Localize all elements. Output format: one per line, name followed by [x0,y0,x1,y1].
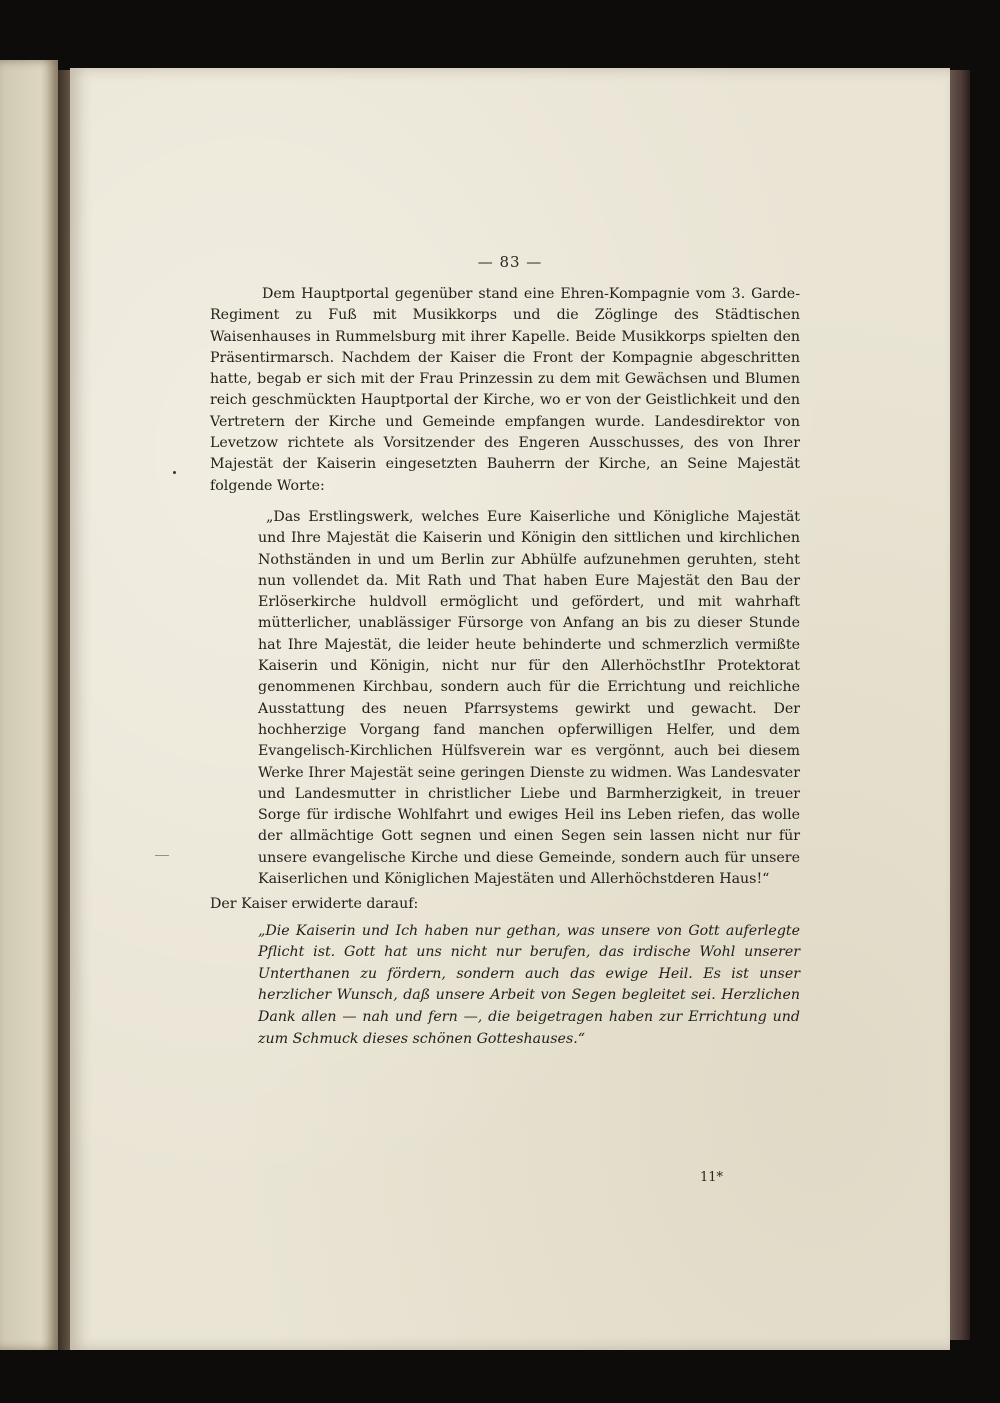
page-number: — 83 — [477,253,543,271]
quote-emperor-reply: „Die Kaiserin und Ich haben nur gethan, was unsere von Gott auferlegte Pflicht ist. Gott hat uns nicht nur berufen, das irdische Wohl unserer Unterthanen zu fördern, sondern auch das ewige Heil. Es ist unser herzlicher Wunsch, daß unsere Arbeit von Segen begleitet sei. Herzlichen Dank allen — nah und fern —, die beigetragen haben zur Errichtung und zum Schmuck dieses schönen Gotteshauses.“ [258,922,800,1047]
printer-signature: 11* [700,1170,724,1185]
left-page-edge [0,60,58,1350]
margin-dot [173,471,176,474]
paragraph-reply-intro: Der Kaiser erwiderte darauf: [210,896,419,913]
paragraph-ceremony: Dem Hauptportal gegenüber stand eine Ehren-Kompagnie vom 3. Garde-Regiment zu Fuß mit Musikkorps und die Zöglinge des Städtischen Waisenhauses in Rummelsburg mit ihrer Kapelle. Beide Musikkorps spielten den Präsentirmarsch. Nachdem der Kaiser die Front der Kompagnie abgeschritten hatte, begab er sich mit der Frau Prinzessin zu dem mit Gewächsen und Blumen reich geschmückten Hauptportal der Kirche, wo er von der Geistlichkeit und den Vertretern der Kirche und Gemeinde empfangen wurde. Landesdirektor von Levetzow richtete als Vorsitzender des Engeren Ausschusses, des von Ihrer Majestät der Kaiserin eingesetzten Bauherrn der Kirche, an Seine Majestät folgende Worte: [210,286,800,494]
margin-dash [155,855,169,856]
page-body [210,284,800,1050]
quote-address: „Das Erstlingswerk, welches Eure Kaiserliche und Königliche Majestät und Ihre Majestät die Kaiserin und Königin den sittlichen und kirchlichen Nothständen in und um Berlin zur Abhülfe aufzunehmen geruhten, steht nun vollendet da. Mit Rath und That haben Eure Majestät den Bau der Erlöserkirche huldvoll ermöglicht und gefördert, und mit wahrhaft mütterlicher, unablässiger Fürsorge von Anfang an bis zu dieser Stunde hat Ihre Majestät, die leider heute behinderte und schmerzlich vermißte Kaiserin und Königin, nicht nur für den AllerhöchstIhr Protektorat genommenen Kirchbau, sondern auch für die Errichtung und reichliche Ausstattung des neuen Pfarrsystems gewirkt und gewacht. Der hochherzige Vorgang fand manchen opferwilligen Helfer, und dem Evangelisch-Kirchlichen Hülfsverein war es vergönnt, auch bei diesem Werke Ihrer Majestät seine geringen Dienste zu widmen. Was Landesvater und Landesmutter in christlicher Liebe und Barmherzigkeit, in treuer Sorge für irdische Wohlfahrt und ewiges Heil ins Leben riefen, das wolle der allmächtige Gott segnen und einen Segen sein lassen nicht nur für unsere evangelische Kirche und diese Gemeinde, sondern auch für unsere Kaiserlichen und Königlichen Majestäten und Allerhöchstderen Haus!“ [258,508,800,888]
book-cover-edge [948,70,970,1340]
book-page [70,68,950,1350]
